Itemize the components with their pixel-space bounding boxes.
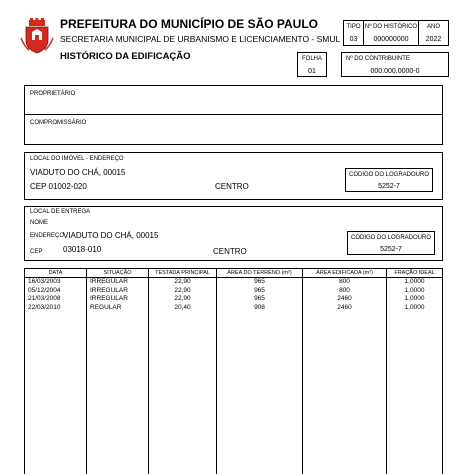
document-title: HISTÓRICO DA EDIFICAÇÃO [60,51,191,62]
local-imovel-label: LOCAL DO IMÓVEL - ENDEREÇO [30,156,124,162]
local-entrega-nome-label: NOME [30,220,48,226]
local-entrega-box [24,206,443,261]
cell-testada: 22,90 [149,278,217,287]
cell-area-edificada: 800 [303,278,387,287]
historico-number-label: Nº DO HISTÓRICO [364,24,418,30]
header-area-edificada: ÁREA EDIFICADA (m²) [303,269,387,278]
cell-data: 16/03/2003 [25,278,87,287]
folha-label: FOLHA [301,56,322,62]
folha-value: 01 [308,68,316,75]
sao-paulo-coat-of-arms-icon [20,18,54,54]
compromissario-box [24,114,443,145]
local-entrega-cep: 03018-010 [63,245,102,254]
table-row [25,278,443,287]
contribuinte-box [341,52,449,77]
cell-fracao-ideal: 1,0000 [387,295,443,304]
header-data: DATA [25,269,87,278]
cell-situacao: IRREGULAR [87,278,149,287]
local-imovel-codigo-label: CÓDIGO DO LOGRADOURO [348,172,429,178]
historico-number-value: 000000000 [373,36,409,43]
local-entrega-endereco-label: ENDEREÇO [30,233,65,239]
tipo-value: 03 [349,36,358,43]
local-entrega-label: LOCAL DE ENTREGA [30,209,91,215]
history-table-header [25,269,443,278]
cell-area-edificada: 2460 [303,304,387,313]
ano-label: ANO [426,24,440,30]
compromissario-label: COMPROMISSÁRIO [30,120,87,126]
cell-data: 22/03/2010 [25,304,87,313]
contribuinte-value: 000.000.0000-0 [370,68,420,75]
cell-situacao: IRREGULAR [87,295,149,304]
header-fracao-ideal: FRAÇÃO IDEAL [387,269,443,278]
local-imovel-box [24,152,443,200]
cell-data: 05/12/2004 [25,287,87,296]
local-entrega-endereco: VIADUTO DO CHÁ, 00015 [63,231,159,240]
local-entrega-codigo-label: CÓDIGO DO LOGRADOURO [350,235,431,241]
cell-area-terreno: 965 [217,278,303,287]
tipo-label: TIPO [346,24,361,30]
cell-area-edificada: 2460 [303,295,387,304]
header-area-terreno: ÁREA DO TERRENO (m²) [217,269,303,278]
cell-testada: 22,90 [149,287,217,296]
cell-area-edificada: 800 [303,287,387,296]
cell-fracao-ideal: 1,0000 [387,287,443,296]
local-imovel-endereco: VIADUTO DO CHÁ, 00015 [30,168,126,177]
local-imovel-codigo-value: 5252-7 [378,183,400,190]
cell-area-terreno: 908 [217,304,303,313]
cell-data: 21/03/2008 [25,295,87,304]
cell-fracao-ideal: 1,0000 [387,304,443,313]
header-situacao: SITUAÇÃO [87,269,149,278]
historico-number-box [363,20,419,46]
table-row [25,304,443,313]
local-entrega-cep-label: CEP [30,249,43,255]
local-imovel-codigo-box [345,168,433,192]
local-imovel-cep: CEP 01002-020 [30,182,87,191]
local-imovel-bairro: CENTRO [215,182,249,191]
cell-situacao: REGULAR [87,304,149,313]
local-entrega-bairro: CENTRO [213,247,247,256]
cell-testada: 22,90 [149,295,217,304]
table-row [25,287,443,296]
cell-fracao-ideal: 1,0000 [387,278,443,287]
proprietario-label: PROPRIETÁRIO [30,91,76,97]
ano-box [418,20,449,46]
folha-box [297,52,327,77]
cell-situacao: IRREGULAR [87,287,149,296]
cell-testada: 20,40 [149,304,217,313]
proprietario-box [24,85,443,115]
dept-title: SECRETARIA MUNICIPAL DE URBANISMO E LICENCIAMENTO - SMUL [60,34,341,44]
local-entrega-codigo-value: 5252-7 [380,246,402,253]
header-testada: TESTADA PRINCIPAL [149,269,217,278]
table-row [25,295,443,304]
contribuinte-label: Nº DO CONTRIBUINTE [346,56,410,62]
cell-area-terreno: 965 [217,287,303,296]
tipo-box [343,20,364,46]
cell-area-terreno: 965 [217,295,303,304]
ano-value: 2022 [425,36,442,43]
org-title: PREFEITURA DO MUNICÍPIO DE SÃO PAULO [60,17,319,31]
local-entrega-codigo-box [347,231,435,255]
